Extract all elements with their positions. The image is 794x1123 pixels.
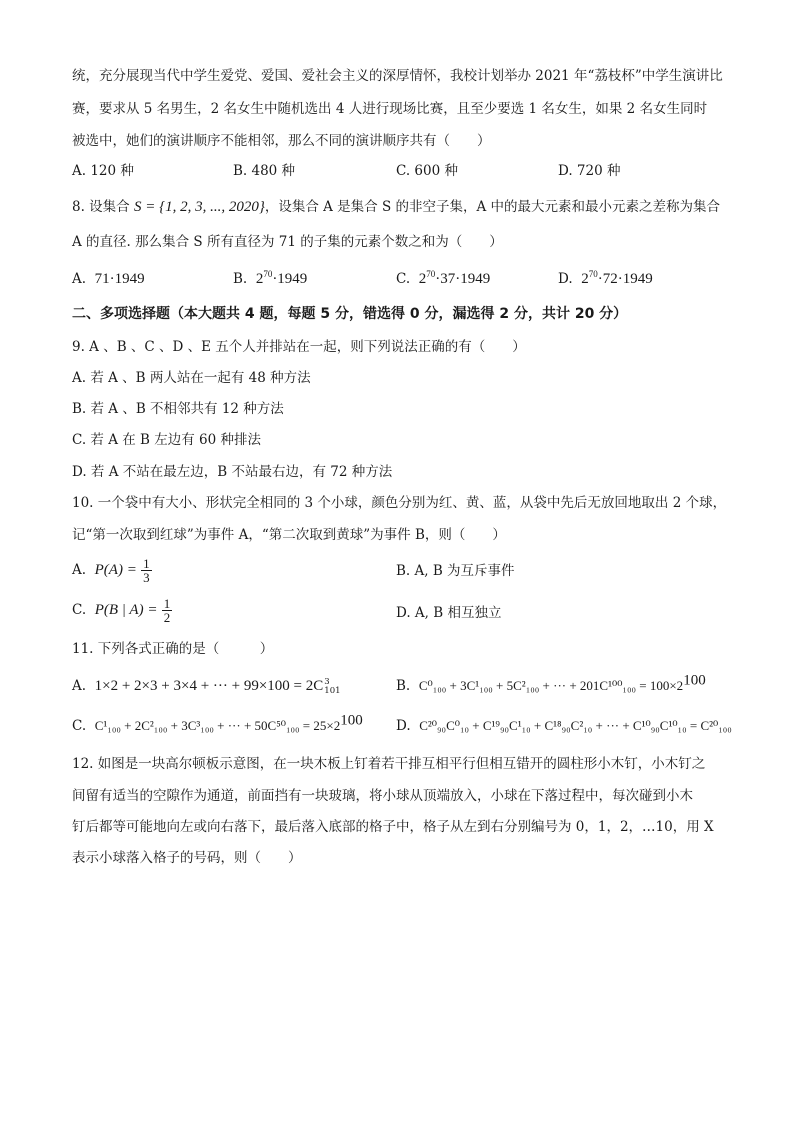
- q11-option-a-combination-indices: [324, 678, 340, 696]
- q10-option-a-label: A.: [72, 562, 87, 578]
- q9-option-a: A. 若 A 、B 两人站在一起有 48 种方法: [72, 370, 311, 386]
- q11-option-a: [72, 675, 341, 697]
- q8-option-c-base: 2: [418, 271, 427, 287]
- q10-option-c-expr: P(B | A) =: [94, 602, 158, 618]
- q10-option-d: D. A, B 相互独立: [396, 605, 502, 621]
- section-heading-multiple-choice: 二、多项选择题（本大题共 4 题，每题 5 分，错选得 0 分，漏选得 2 分，共计 20 分）: [72, 306, 628, 322]
- q8-option-d: [558, 268, 653, 290]
- fraction-numerator: 1: [143, 556, 150, 571]
- q8-line-2: A 的直径. 那么集合 S 所有直径为 71 的子集的元素个数之和为（ ）: [72, 234, 503, 250]
- q11-option-c: [72, 712, 363, 737]
- q7-option-c: C. 600 种: [396, 163, 458, 179]
- q10-option-a-fraction: [141, 557, 152, 584]
- q11-option-d-expr: C²⁰₉₀C⁰₁₀ + C¹⁹₉₀C¹₁₀ + C¹⁸₉₀C²₁₀ + ··· + C¹⁰₉₀C¹⁰₁₀ = C²⁰₁₀₀: [419, 718, 732, 733]
- q10-option-a-expr: P(A) =: [94, 562, 137, 578]
- q11-option-a-expr: 1×2 + 2×3 + 3×4 + ··· + 99×100 = 2C: [94, 678, 324, 694]
- fraction-denominator: 3: [143, 570, 150, 585]
- q11-option-b-exponent: 100: [683, 672, 706, 689]
- q11-option-d: [396, 715, 732, 737]
- q10-option-c-fraction: [162, 597, 173, 624]
- comb-superscript: 3: [324, 676, 330, 687]
- q10-line-1: 10. 一个袋中有大小、形状完全相同的 3 个小球，颜色分别为红、黄、蓝，从袋中先后无放回地取出 2 个球，: [72, 495, 727, 511]
- q8-option-b-exp: 70: [263, 269, 273, 279]
- q12-line-1: 12. 如图是一块高尔顿板示意图，在一块木板上钉着若干排互相平行但相互错开的圆柱形小木钉，小木钉之: [72, 756, 706, 772]
- q8-option-a-expr: 71·1949: [94, 271, 145, 287]
- q11-stem: 11. 下列各式正确的是（ ）: [72, 641, 274, 657]
- q11-option-c-expr: C¹₁₀₀ + 2C²₁₀₀ + 3C³₁₀₀ + ··· + 50C⁵⁰₁₀₀ = 25×2: [94, 718, 341, 733]
- q7-option-a: A. 120 种: [72, 163, 134, 179]
- q9-option-c: C. 若 A 在 B 左边有 60 种排法: [72, 432, 262, 448]
- q8-option-c-rest: ·37·1949: [435, 271, 491, 287]
- q11-option-b-label: B.: [396, 678, 411, 694]
- q7-option-d: D. 720 种: [558, 163, 621, 179]
- q10-option-c-label: C.: [72, 602, 87, 618]
- q8-set-expression: S = {1, 2, 3, ..., 2020}: [133, 199, 265, 215]
- q8-option-d-exp: 70: [588, 269, 598, 279]
- q12-line-3: 钉后都等可能地向左或向右落下，最后落入底部的格子中，格子从左到右分别编号为 0，1，2，…10，用 X: [72, 819, 714, 835]
- comb-subscript: 101: [324, 685, 341, 696]
- q7-line-2: 赛，要求从 5 名男生，2 名女生中随机选出 4 人进行现场比赛，且至少要选 1 名女生，如果 2 名女生同时: [72, 101, 708, 117]
- q10-option-c: [72, 597, 172, 624]
- q10-option-b: B. A, B 为互斥事件: [396, 563, 515, 579]
- q7-option-b: B. 480 种: [233, 163, 296, 179]
- q12-line-4: 表示小球落入格子的号码，则（ ）: [72, 850, 302, 866]
- q9-option-b: B. 若 A 、B 不相邻共有 12 种方法: [72, 401, 284, 417]
- q11-option-c-exponent: 100: [340, 712, 363, 729]
- fraction-numerator: 1: [163, 596, 171, 611]
- fraction-denominator: 2: [163, 610, 171, 625]
- q12-line-2: 间留有适当的空隙作为通道，前面挡有一块玻璃，将小球从顶端放入，小球在下落过程中，每次碰到小木: [72, 788, 693, 804]
- q8-option-c-exp: 70: [426, 269, 436, 279]
- q9-option-d: D. 若 A 不站在最左边，B 不站最右边，有 72 种方法: [72, 464, 393, 480]
- q8-line-1-rest: ，设集合 A 是集合 S 的非空子集，A 中的最大元素和最小元素之差称为集合: [264, 199, 721, 215]
- q11-option-b-expr: C⁰₁₀₀ + 3C¹₁₀₀ + 5C²₁₀₀ + ··· + 201C¹⁰⁰₁₀₀ = 100×2: [418, 678, 684, 693]
- q10-line-2: 记“第一次取到红球”为事件 A，“第二次取到黄球”为事件 B，则（ ）: [72, 527, 506, 543]
- q8-option-d-base: 2: [581, 271, 589, 287]
- q8-option-d-expr: [581, 271, 653, 287]
- q8-option-b-rest: ·1949: [272, 271, 308, 287]
- q11-option-b: [396, 672, 706, 697]
- q8-option-b: [233, 268, 307, 290]
- q8-option-a-label: A.: [72, 271, 87, 287]
- q7-line-3: 被选中，她们的演讲顺序不能相邻，那么不同的演讲顺序共有（ ）: [72, 133, 491, 149]
- q10-option-a: [72, 557, 152, 584]
- q8-option-b-label: B.: [233, 271, 248, 287]
- q8-option-a: [72, 268, 145, 290]
- q8-prefix: 8. 设集合: [72, 199, 134, 215]
- q11-option-a-label: A.: [72, 678, 87, 694]
- q9-stem: 9. A 、B 、C 、D 、E 五个人并排站在一起，则下列说法正确的有（ ）: [72, 339, 526, 355]
- q7-line-1: 统，充分展现当代中学生爱党、爱国、爱社会主义的深厚情怀，我校计划举办 2021 年“荔枝杯”中学生演讲比: [72, 68, 723, 84]
- q8-option-d-rest: ·72·1949: [597, 271, 653, 287]
- q8-option-c-expr: [419, 271, 491, 287]
- q11-option-c-label: C.: [72, 718, 87, 734]
- q8-option-d-label: D.: [558, 271, 573, 287]
- q8-option-b-base: 2: [255, 271, 264, 287]
- q11-option-d-label: D.: [396, 718, 411, 734]
- q8-line-1: [72, 197, 720, 217]
- q8-option-c: [396, 268, 490, 290]
- q8-option-b-expr: [256, 271, 308, 287]
- q8-option-c-label: C.: [396, 271, 411, 287]
